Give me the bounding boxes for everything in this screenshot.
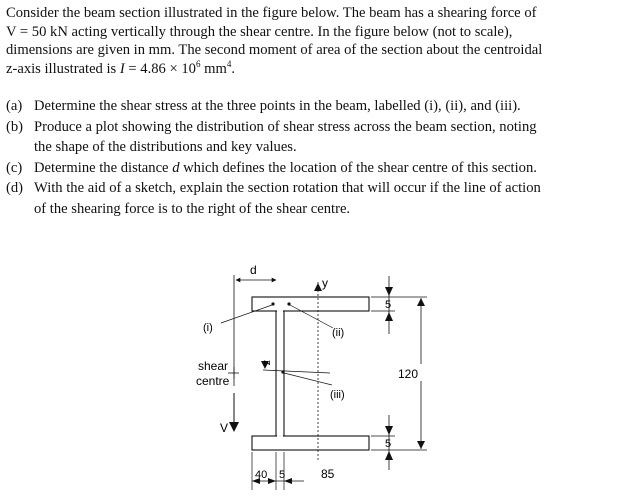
force-V-arrowhead — [229, 422, 239, 432]
dim-left-label: 40 — [255, 469, 268, 481]
y-axis-label: y — [322, 276, 328, 290]
force-V-label: V — [220, 421, 229, 435]
intro-line-1: Consider the beam section illustrated in the figure below. The beam has a shearing force of — [6, 5, 537, 21]
question-text-line: the shape of the distributions and key values. — [34, 139, 297, 156]
z-axis-label: z — [261, 360, 273, 366]
label-ii: (ii) — [332, 327, 345, 339]
dim-top-flange-label: 5 — [385, 299, 392, 311]
dim-height-label: 120 — [398, 367, 419, 381]
y-axis-arrowhead — [314, 283, 322, 291]
question-text-line: of the shearing force is to the right of the shear centre. — [34, 200, 351, 217]
question-text-line: Produce a plot showing the distribution of shear stress across the beam section, noting — [34, 118, 537, 135]
dim-left-arrow-right — [268, 478, 276, 484]
inertia-value: = 4.86 × 10 — [124, 60, 196, 77]
symbol-d: d — [172, 159, 180, 176]
question-label: (b) — [6, 118, 24, 135]
question-label: (d) — [6, 180, 24, 197]
question-text-post: which defines the location of the shear centre of this section. — [179, 159, 537, 176]
intro-line-3: dimensions are given in mm. The second moment of area of the section about the centroidal — [6, 42, 543, 59]
intro-line-4-text: z-axis illustrated is — [6, 60, 120, 77]
dim-height-arrow-down — [417, 441, 425, 449]
top-flange — [252, 297, 369, 311]
question-text-line: With the aid of a sketch, explain the section rotation that will occur if the line of action — [34, 180, 541, 197]
label-iii: (iii) — [330, 389, 345, 401]
question-label: (c) — [6, 159, 23, 176]
question-label: (a) — [6, 98, 23, 114]
dim-right-label: 85 — [321, 467, 335, 481]
dim-bottom-flange-label: 5 — [385, 438, 392, 450]
inertia-unit-exponent: 4 — [226, 58, 232, 69]
d-label: d — [250, 263, 257, 277]
shear-label: shear — [198, 359, 229, 373]
intro-line-2: V = 50 kN acting vertically through the shear centre. In the figure below (not to scale), — [6, 23, 513, 40]
dim-top-flange-arrow-up — [385, 312, 393, 321]
centre-label: centre — [196, 374, 230, 388]
label-i: (i) — [203, 322, 213, 334]
dim-bottom-flange-arrow-down — [385, 426, 393, 435]
bottom-flange — [252, 436, 369, 450]
leader-i — [221, 305, 272, 323]
dim-bottom-flange-arrow-up — [385, 451, 393, 460]
inertia-exponent: 6 — [195, 58, 201, 69]
z-axis — [263, 370, 330, 373]
dim-top-flange-arrow-down — [385, 287, 393, 296]
leader-iii — [284, 373, 332, 385]
leader-ii — [290, 305, 333, 328]
question-text: Determine the shear stress at the three points in the beam, labelled (i), (ii), and (iii). — [34, 98, 521, 114]
dim-web-label: 5 — [279, 469, 286, 481]
inertia-unit: mm — [200, 60, 227, 77]
question-text-pre: Determine the distance — [34, 159, 173, 176]
dim-height-arrow-up — [417, 298, 425, 306]
symbol-I: I — [119, 60, 125, 77]
dim-web-arrow-left — [284, 478, 292, 484]
intro-end: . — [231, 60, 235, 77]
